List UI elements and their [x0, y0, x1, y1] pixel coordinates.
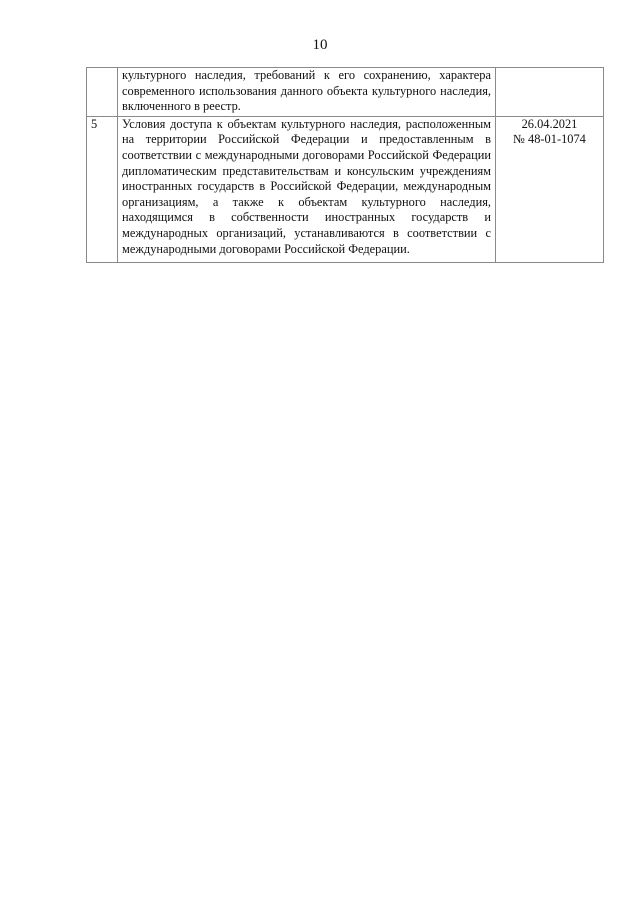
- row-number-cell: [87, 68, 118, 117]
- table-row: [87, 116, 604, 262]
- row-text-cell: культурного наследия, требований к его сохранению, характера современного использования данного объекта культурного наследия, включенного в реестр.: [118, 68, 496, 117]
- registry-table: [86, 67, 604, 263]
- table-row: [87, 68, 604, 117]
- row-reg-number: № 48-01-1074: [513, 132, 586, 147]
- row-number-cell: 5: [87, 116, 118, 262]
- row-date: 26.04.2021: [521, 116, 578, 131]
- row-text-cell: Условия доступа к объектам культурного наследия, расположенным на территории Российской Федерации и предоставленным в соответствии с международными договорами Российской Федерации дипломатическим представительствам и консульским учреждениям иностранных государств в Российской Федерации, международным организациям, а также к объектам культурного наследия, находящимся в собственности иностранных государств и международных организаций, устанавливаются в соответствии с международными договорами Российской Федерации.: [118, 116, 496, 262]
- page-number: 10: [312, 37, 328, 53]
- row-date-cell: [496, 68, 604, 117]
- row-date-cell: [496, 116, 604, 262]
